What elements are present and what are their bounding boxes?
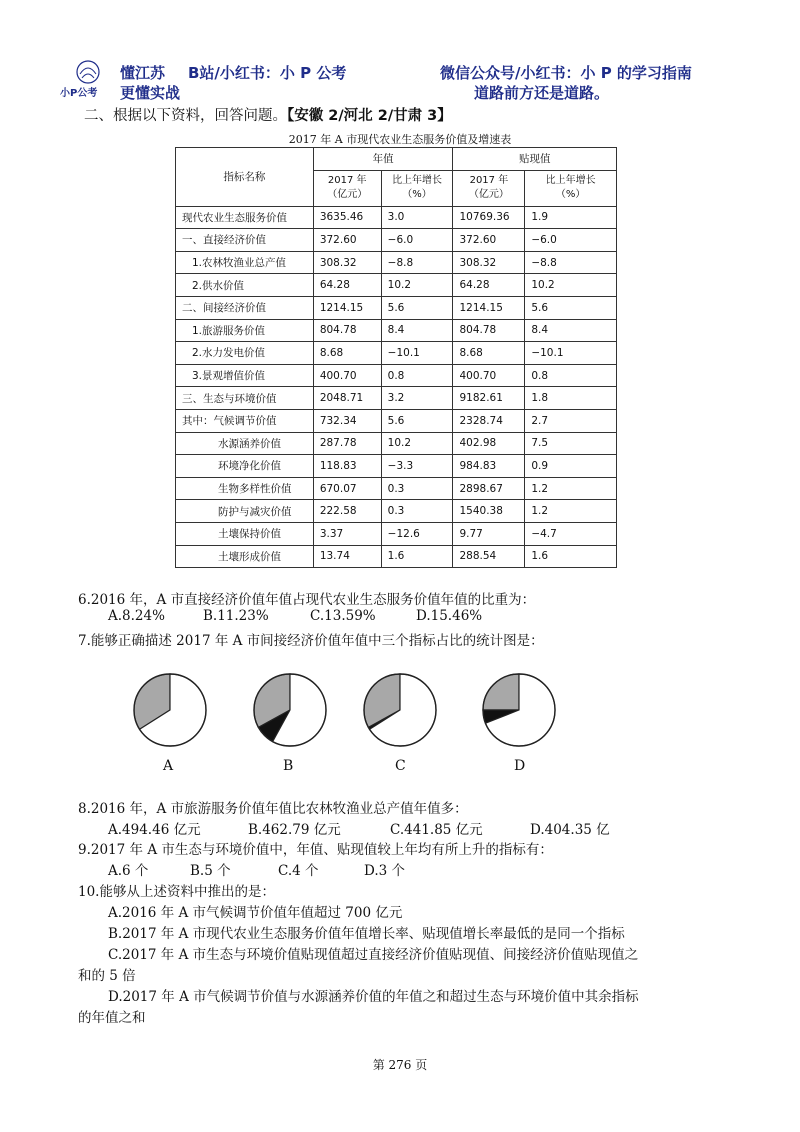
annual-growth: −8.8 <box>381 251 453 274</box>
annual-growth: 5.6 <box>381 409 453 432</box>
annual-value: 118.83 <box>313 455 381 478</box>
table-row <box>176 206 617 229</box>
table-row <box>176 545 617 568</box>
pie-label-b: B <box>283 758 294 774</box>
header-indicator-name: 指标名称 <box>176 148 314 207</box>
brand-subtitle: 更懂实战 <box>120 84 181 102</box>
annual-value: 732.34 <box>313 409 381 432</box>
discount-value: 804.78 <box>453 319 525 342</box>
table-row <box>176 251 617 274</box>
discount-growth: 1.2 <box>525 477 617 500</box>
table-row <box>176 274 617 297</box>
table-row <box>176 387 617 410</box>
q8-option-a: A.494.46 亿元 <box>108 822 201 838</box>
discount-growth: 0.8 <box>525 364 617 387</box>
row-name: 1.旅游服务价值 <box>176 319 314 342</box>
discount-growth: −6.0 <box>525 229 617 252</box>
annual-value: 400.70 <box>313 364 381 387</box>
intro-source: 【安徽 2/河北 2/甘肃 3】 <box>287 108 452 124</box>
annual-growth: 0.3 <box>381 477 453 500</box>
row-name: 其中：气候调节价值 <box>176 409 314 432</box>
annual-growth: 0.8 <box>381 364 453 387</box>
header-annual-2017: 2017 年 （亿元） <box>313 170 381 206</box>
annual-growth: 3.0 <box>381 206 453 229</box>
header-discount-growth: 比上年增长 （%） <box>525 170 617 206</box>
header-discount: 贴现值 <box>453 148 617 171</box>
q8-option-b: B.462.79 亿元 <box>248 822 341 838</box>
pie-label-d: D <box>514 758 526 774</box>
annual-growth: 3.2 <box>381 387 453 410</box>
table-caption: 2017 年 A 市现代农业生态服务价值及增速表 <box>288 133 512 146</box>
discount-value: 984.83 <box>453 455 525 478</box>
discount-value: 2328.74 <box>453 409 525 432</box>
table-row <box>176 522 617 545</box>
pie-charts <box>0 660 800 760</box>
annual-value: 64.28 <box>313 274 381 297</box>
q9-option-b: B.5 个 <box>190 863 231 879</box>
brand-title: 懂江苏 <box>120 64 166 82</box>
logo-text: 小P公考 <box>60 88 98 99</box>
table-row <box>176 296 617 319</box>
q6-option-b: B.11.23% <box>203 608 269 624</box>
table-row <box>176 455 617 478</box>
discount-value: 64.28 <box>453 274 525 297</box>
discount-value: 1214.15 <box>453 296 525 319</box>
table-row <box>176 432 617 455</box>
discount-growth: −4.7 <box>525 522 617 545</box>
page-number: 第 276 页 <box>372 1058 428 1072</box>
row-name: 1.农林牧渔业总产值 <box>176 251 314 274</box>
row-name: 水源涵养价值 <box>176 432 314 455</box>
header-discount-2017: 2017 年 （亿元） <box>453 170 525 206</box>
q9-option-a: A.6 个 <box>108 863 149 879</box>
row-name: 一、直接经济价值 <box>176 229 314 252</box>
discount-growth: 8.4 <box>525 319 617 342</box>
q6-option-a: A.8.24% <box>108 608 165 624</box>
q9-stem: 9.2017 年 A 市生态与环境价值中，年值、贴现值较上年均有所上升的指标有： <box>78 842 553 858</box>
q10-option-d-line1: D.2017 年 A 市气候调节价值与水源涵养价值的年值之和超过生态与环境价值中其余指标 <box>108 989 639 1005</box>
q10-option-a: A.2016 年 A 市气候调节价值年值超过 700 亿元 <box>108 905 403 921</box>
slogan: 道路前方还是道路。 <box>474 84 610 102</box>
annual-growth: 0.3 <box>381 500 453 523</box>
annual-value: 372.60 <box>313 229 381 252</box>
annual-value: 287.78 <box>313 432 381 455</box>
discount-value: 9182.61 <box>453 387 525 410</box>
annual-growth: 1.6 <box>381 545 453 568</box>
q10-option-c-line2: 和的 5 倍 <box>78 968 136 984</box>
q9-option-d: D.3 个 <box>364 863 406 879</box>
discount-growth: −10.1 <box>525 342 617 365</box>
q10-stem: 10.能够从上述资料中推出的是： <box>78 884 275 900</box>
discount-growth: −8.8 <box>525 251 617 274</box>
row-name: 环境净化价值 <box>176 455 314 478</box>
q6-stem: 6.2016 年，A 市直接经济价值年值占现代农业生态服务价值年值的比重为： <box>78 592 536 608</box>
discount-growth: 7.5 <box>525 432 617 455</box>
discount-value: 402.98 <box>453 432 525 455</box>
left-channel: B站/小红书：小 P 公考 <box>188 64 347 82</box>
annual-value: 3635.46 <box>313 206 381 229</box>
row-name: 生物多样性价值 <box>176 477 314 500</box>
row-name: 防护与减灾价值 <box>176 500 314 523</box>
discount-value: 1540.38 <box>453 500 525 523</box>
annual-growth: 10.2 <box>381 432 453 455</box>
row-name: 土壤保持价值 <box>176 522 314 545</box>
annual-value: 222.58 <box>313 500 381 523</box>
pie-label-c: C <box>395 758 406 774</box>
discount-growth: 1.2 <box>525 500 617 523</box>
discount-value: 2898.67 <box>453 477 525 500</box>
annual-value: 3.37 <box>313 522 381 545</box>
row-name: 现代农业生态服务价值 <box>176 206 314 229</box>
annual-value: 670.07 <box>313 477 381 500</box>
header-annual: 年值 <box>313 148 453 171</box>
pie-label-a: A <box>163 758 174 774</box>
annual-growth: −6.0 <box>381 229 453 252</box>
right-channel: 微信公众号/小红书：小 P 的学习指南 <box>440 64 692 82</box>
annual-growth: −3.3 <box>381 455 453 478</box>
annual-growth: 10.2 <box>381 274 453 297</box>
table-row <box>176 364 617 387</box>
q9-option-c: C.4 个 <box>278 863 319 879</box>
header-annual-growth: 比上年增长 （%） <box>381 170 453 206</box>
row-name: 3.景观增值价值 <box>176 364 314 387</box>
q8-option-d: D.404.35 亿 <box>530 822 610 838</box>
discount-growth: 1.8 <box>525 387 617 410</box>
table-row <box>176 342 617 365</box>
q6-option-c: C.13.59% <box>310 608 376 624</box>
annual-value: 8.68 <box>313 342 381 365</box>
q7-stem: 7.能够正确描述 2017 年 A 市间接经济价值年值中三个指标占比的统计图是： <box>78 633 544 649</box>
q10-option-b: B.2017 年 A 市现代农业生态服务价值年值增长率、贴现值增长率最低的是同一个指标 <box>108 926 625 942</box>
row-name: 2.水力发电价值 <box>176 342 314 365</box>
q8-option-c: C.441.85 亿元 <box>390 822 483 838</box>
q10-option-d-line2: 的年值之和 <box>78 1010 146 1026</box>
row-name: 2.供水价值 <box>176 274 314 297</box>
annual-value: 13.74 <box>313 545 381 568</box>
discount-value: 10769.36 <box>453 206 525 229</box>
discount-growth: 2.7 <box>525 409 617 432</box>
discount-growth: 0.9 <box>525 455 617 478</box>
section-intro <box>84 104 452 125</box>
discount-value: 9.77 <box>453 522 525 545</box>
q10-option-c-line1: C.2017 年 A 市生态与环境价值贴现值超过直接经济价值贴现值、间接经济价值贴现值之 <box>108 947 639 963</box>
annual-value: 308.32 <box>313 251 381 274</box>
discount-value: 400.70 <box>453 364 525 387</box>
annual-value: 2048.71 <box>313 387 381 410</box>
annual-growth: 5.6 <box>381 296 453 319</box>
table-row <box>176 477 617 500</box>
discount-value: 288.54 <box>453 545 525 568</box>
discount-growth: 1.6 <box>525 545 617 568</box>
q8-stem: 8.2016 年，A 市旅游服务价值年值比农林牧渔业总产值年值多： <box>78 801 468 817</box>
row-name: 二、间接经济价值 <box>176 296 314 319</box>
discount-growth: 5.6 <box>525 296 617 319</box>
table-row <box>176 319 617 342</box>
table-row <box>176 500 617 523</box>
annual-value: 1214.15 <box>313 296 381 319</box>
annual-growth: 8.4 <box>381 319 453 342</box>
data-table <box>175 147 617 568</box>
discount-growth: 10.2 <box>525 274 617 297</box>
table-row <box>176 409 617 432</box>
annual-growth: −12.6 <box>381 522 453 545</box>
discount-value: 308.32 <box>453 251 525 274</box>
row-name: 三、生态与环境价值 <box>176 387 314 410</box>
annual-growth: −10.1 <box>381 342 453 365</box>
discount-value: 372.60 <box>453 229 525 252</box>
annual-value: 804.78 <box>313 319 381 342</box>
intro-text: 二、根据以下资料，回答问题。 <box>84 108 287 124</box>
discount-growth: 1.9 <box>525 206 617 229</box>
table-row <box>176 229 617 252</box>
discount-value: 8.68 <box>453 342 525 365</box>
row-name: 土壤形成价值 <box>176 545 314 568</box>
q6-option-d: D.15.46% <box>416 608 483 624</box>
